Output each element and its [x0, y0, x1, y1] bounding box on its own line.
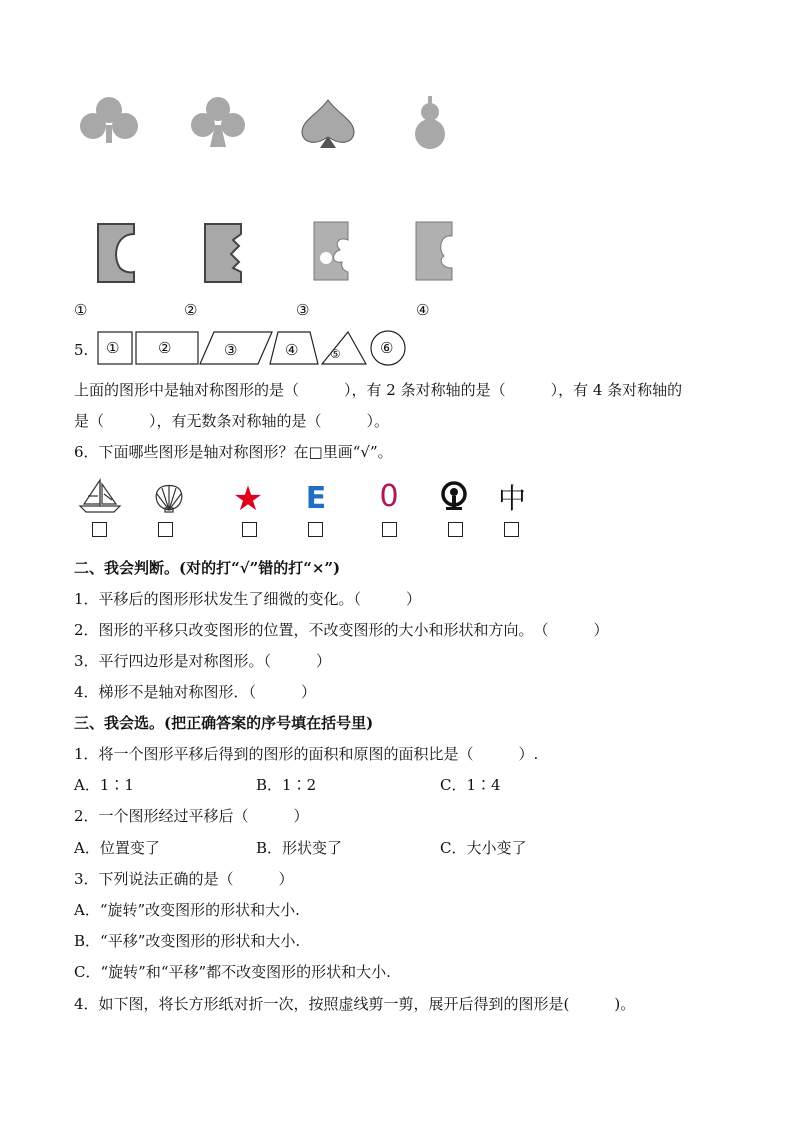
- checkbox-star[interactable]: [242, 522, 257, 537]
- section2-item-2: 2．图形的平移只改变图形的位置，不改变图形的大小和形状和方向。 （ ）: [74, 621, 609, 639]
- q5-label-3: ③: [224, 341, 238, 359]
- q5-triangle: [322, 332, 366, 364]
- cut-paper-shape-2: [203, 222, 243, 288]
- sailboat-icon: [78, 478, 122, 518]
- section3-q3-option-b: B．“平移”改变图形的形状和大小.: [74, 932, 301, 950]
- gourd-shape: [410, 96, 450, 156]
- section2-item-3: 3．平行四边形是对称图形。（ ）: [74, 652, 332, 670]
- section3-q3-option-c: C．“旋转”和“平移”都不改变图形的形状和大小.: [74, 963, 391, 981]
- q4-label-2: ②: [184, 301, 198, 319]
- checkbox-railway-logo[interactable]: [448, 522, 463, 537]
- q5-label-5: ⑤: [330, 347, 341, 361]
- spade-shape: [298, 98, 358, 156]
- section3-q1: 1．将一个图形平移后得到的图形的面积和原图的面积比是（ ）.: [74, 745, 539, 763]
- star-icon: ★: [232, 479, 264, 519]
- section3-q2-option-a: A．位置变了: [74, 839, 160, 857]
- three-leaf-clover-shape: [78, 95, 140, 151]
- railway-logo-icon: [438, 480, 470, 516]
- checkbox-zero[interactable]: [382, 522, 397, 537]
- cut-paper-shape-3: [312, 220, 352, 286]
- section2-heading: 二、我会判断。(对的打“√”错的打“×”): [74, 559, 341, 577]
- q5-text-line1: 上面的图形中是轴对称图形的是（ ），有 2 条对称轴的是（ ），有 4 条对称轴的: [74, 381, 683, 399]
- section3-q4: 4．如下图，将长方形纸对折一次，按照虚线剪一剪，展开后得到的图形是( )。: [74, 995, 636, 1013]
- q5-label-4: ④: [285, 341, 299, 359]
- checkbox-shell[interactable]: [158, 522, 173, 537]
- q5-label-1: ①: [106, 339, 120, 357]
- section3-q1-option-a: A．1∶1: [74, 776, 134, 794]
- section3-q2-option-c: C．大小变了: [440, 839, 527, 857]
- section3-q2-option-b: B．形状变了: [256, 839, 343, 857]
- letter-e: E: [305, 481, 327, 516]
- section3-q3-option-a: A．“旋转”改变图形的形状和大小.: [74, 901, 300, 919]
- q5-shapes: [94, 328, 414, 368]
- section3-q3: 3．下列说法正确的是（ ）: [74, 870, 294, 888]
- checkbox-zhong[interactable]: [504, 522, 519, 537]
- cut-paper-shape-1: [96, 222, 136, 288]
- q4-label-1: ①: [74, 301, 88, 319]
- section3-q1-option-c: C．1∶4: [440, 776, 501, 794]
- q6-text: 6．下面哪些图形是轴对称图形？在□里画“√”。: [74, 443, 393, 461]
- q4-label-4: ④: [416, 301, 430, 319]
- q5-label-6: ⑥: [380, 339, 394, 357]
- cut-paper-shape-4: [414, 220, 454, 286]
- section3-heading: 三、我会选。(把正确答案的序号填在括号里): [74, 714, 374, 732]
- section3-q1-option-b: B．1∶2: [256, 776, 317, 794]
- digit-zero: 0: [379, 479, 399, 514]
- section2-item-4: 4．梯形不是轴对称图形．（ ）: [74, 683, 317, 701]
- checkbox-letter-e[interactable]: [308, 522, 323, 537]
- q4-label-3: ③: [296, 301, 310, 319]
- zhong-character: 中: [497, 482, 526, 515]
- section2-item-1: 1．平移后的图形形状发生了细微的变化。（ ）: [74, 590, 422, 608]
- shell-icon: [152, 482, 186, 518]
- q5-label-2: ②: [158, 339, 172, 357]
- q5-text-line2: 是（ ），有无数条对称轴的是（ ）。: [74, 412, 390, 430]
- checkbox-sailboat[interactable]: [92, 522, 107, 537]
- section3-q2: 2．一个图形经过平移后（ ）: [74, 807, 309, 825]
- q5-number: 5.: [74, 341, 89, 359]
- club-shape: [188, 95, 248, 155]
